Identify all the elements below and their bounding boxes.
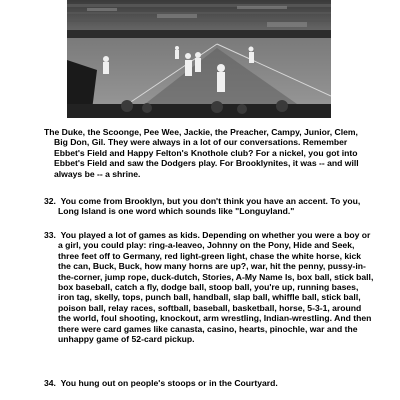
intro-paragraph-block <box>44 127 364 179</box>
intro-paragraph: The Duke, the Scoonge, Pee Wee, Jackie, the Preacher, Campy, Junior, Clem, Big Don, Gil. They were always in a lot of our conversations. Remember Ebbet's Field and Happy Felton's Knothole club? For a nickel, you got into Ebbet's Field and saw the Dodgers play. For Brooklynites, it was -- and will always be -- a shrine. <box>44 127 359 179</box>
baseball-photo-image <box>67 0 331 118</box>
item-number: 33. <box>44 230 56 240</box>
list-item-34 <box>44 378 376 388</box>
item-text: You played a lot of games as kids. Depending on whether you were a boy or a girl, you could play: ring-a-leaveo, Johnny on the Pony, Hide and Seek, three feet off to Germany, red light-green light, chase the white horse, kick the can, Buck, Buck, how many horns are up?, war, hit the penny, pussy-in-the-corner, jump rope, duck-dutch, Stories, A-My Name Is, box ball, stick ball, box baseball, catch a fly, dodge ball, stoop ball, you're up, running bases, iron tag, skelly, tops, punch ball, handball, slap ball, whiffle ball, stick ball, poison ball, relay races, softball, baseball, basketball, horse, 5-3-1, around the world, foul shooting, knockout, arm wrestling, Indian-wrestling. And then there were card games like canasta, casino, hearts, pinochle, war and the unhappy game of 52-card pickup. <box>58 230 374 345</box>
baseball-field-photo <box>67 0 331 118</box>
item-text: You come from Brooklyn, but you don't think you have an accent. To you, Long Island is one word which sounds like "Longuyland." <box>58 196 361 217</box>
item-number: 32. <box>44 196 56 206</box>
list-item-33 <box>44 230 376 344</box>
item-text: You hung out on people's stoops or in the Courtyard. <box>60 378 278 388</box>
list-item-32 <box>44 196 376 217</box>
item-number: 34. <box>44 378 56 388</box>
